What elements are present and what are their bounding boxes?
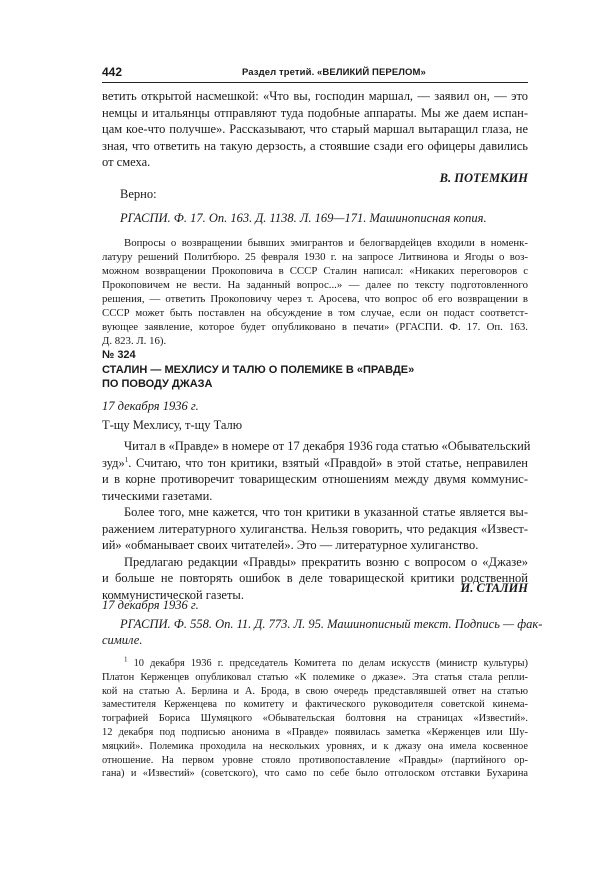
- text-line: [102, 455, 528, 472]
- running-title: Раздел третий. «ВЕЛИКИЙ ПЕРЕЛОМ»: [242, 67, 426, 78]
- text-line: Предлагаю редакции «Правды» прекратить возню с вопросом о «Джазе»: [124, 554, 528, 569]
- text-line: коммунистической газеты.: [102, 587, 244, 602]
- text-line: гана) и «Известий» (советского), что само по себе было отголоском отставки Бухарина: [102, 768, 528, 780]
- document-date: 17 декабря 1936 г.: [102, 399, 199, 413]
- running-header: [102, 64, 528, 83]
- previous-document-ending: [102, 88, 528, 171]
- text-line: заместителя Керженцева по комитету и фактического руководителя советской кинема-: [102, 699, 528, 711]
- text-line: Вопросы о возвращении бывших эмигрантов и белогвардейцев входили в номенк-: [124, 237, 528, 249]
- text-line: СССР может быть поставлен на обсуждение в том случае, если он подаст соответст-: [102, 307, 528, 319]
- text-fragment: 10 декабря 1936 г. председатель Комитета по делам искусств (министр культуры): [133, 658, 528, 669]
- text-line: Прокоповичем не вести. На заданный вопрос...» — далее по тексту подготовленного: [102, 279, 528, 291]
- editorial-commentary: [102, 236, 528, 348]
- archive-reference-continued: симиле.: [102, 633, 143, 647]
- text-line: и больше не повторять ошибок в деле товарищеской критики родственной: [102, 571, 528, 585]
- text-line: латуру решений Политбюро. 25 февраля 1930 г. на запросе Литвинова и Ягоды о воз-: [102, 251, 528, 263]
- text-line: и в корне противоречит товарищеским отношениям между двумя коммунис-: [102, 472, 528, 486]
- text-line: РГАСПИ. Ф. 558. Оп. 11. Д. 773. Л. 95. Машинописный текст. Подпись — фак-: [120, 617, 543, 631]
- archive-reference: РГАСПИ. Ф. 17. Оп. 163. Д. 1138. Л. 169—171. Машинописная копия.: [120, 211, 487, 225]
- signature-stalin: И. СТАЛИН: [460, 581, 528, 595]
- text-line: ветить открытой насмешкой: «Что вы, господин маршал, — заявил он, — это: [102, 89, 528, 103]
- text-line: [102, 657, 528, 671]
- signature-potemkin: В. ПОТЕМКИН: [439, 171, 528, 185]
- text-line: отношение. На первом уровне стояло противопоставление «Правды» (партийного ор-: [102, 754, 528, 766]
- salutation: Т-щу Мехлису, т-щу Талю: [102, 418, 243, 432]
- text-fragment: зуд»: [102, 455, 125, 470]
- text-line: тографией Бориса Шумяцкого «Обывательская болтовня на страницах «Известий».: [102, 713, 528, 725]
- text-line: ражением литературного хулиганства. Нельзя говорить, что редакция «Извест-: [102, 521, 528, 536]
- text-fragment: . Считаю, что тон критики, взятый «Правдой» в этой статье, неправилен: [128, 455, 528, 470]
- text-line: кой на статью А. Берлина и А. Брода, в свою очередь представлявшей ответ на статью: [102, 685, 528, 697]
- text-line: Д. 823. Л. 16).: [102, 335, 167, 347]
- document-number: № 324: [102, 349, 136, 361]
- text-line: Читал в «Правде» в номере от 17 декабря 1936 года статью «Обывательский: [124, 439, 531, 453]
- document-heading: [102, 348, 528, 392]
- text-line: вующее заявление, которое будет опубликовано в печати» (РГАСПИ. Ф. 17. Оп. 163.: [102, 321, 528, 333]
- text-line: немцы и итальянцы отправляют туда подобные аппараты. Мы же даем испан-: [102, 105, 528, 120]
- footnote-marker: 1: [124, 455, 129, 464]
- text-line: ий» «обманывает своих читателей». Это — литературное хулиганство.: [102, 538, 479, 552]
- text-line: 12 декабря под подписью анонима в «Правде» появилась заметка «Керженцев или Шу-: [102, 726, 528, 738]
- document-title: СТАЛИН — МЕХЛИСУ И ТАЛЮ О ПОЛЕМИКЕ В «ПРАВДЕ»: [102, 363, 415, 376]
- text-line: Более того, мне кажется, что тон критики в указанной статье является вы-: [124, 505, 528, 519]
- document-title: ПО ПОВОДУ ДЖАЗА: [102, 378, 213, 390]
- text-line: решения, — ответить Прокоповичу через т. Аросева, что вопрос об его возвращении в: [102, 293, 528, 305]
- footnote-marker: 1: [124, 655, 128, 664]
- text-line: можном возвращении Прокоповича в СССР Сталин написал: «Никаких переговоров с: [102, 265, 528, 277]
- text-line: цам кое-что получше». Рассказывают, что старый маршал вытаращил глаза, не: [102, 122, 528, 136]
- text-line: зная, что ответить на такую дерзость, а стоявшие сзади его офицеры давились: [102, 138, 528, 153]
- text-line: тическими газетами.: [102, 488, 213, 503]
- document-date-bottom: 17 декабря 1936 г.: [102, 598, 199, 612]
- text-line: Платон Керженцев опубликовал статью «К полемике о джазе». Эта статья стала репли-: [102, 671, 528, 683]
- letter-body: [102, 438, 531, 603]
- footnote: [102, 657, 528, 781]
- certified-label: Верно:: [120, 187, 157, 201]
- page-number: 442: [102, 65, 123, 79]
- text-line: мяцкий». Полемика проходила на нескольких уровнях, и к джазу она имела косвенное: [102, 740, 528, 752]
- text-line: от смеха.: [102, 155, 151, 169]
- archive-reference: [120, 616, 543, 633]
